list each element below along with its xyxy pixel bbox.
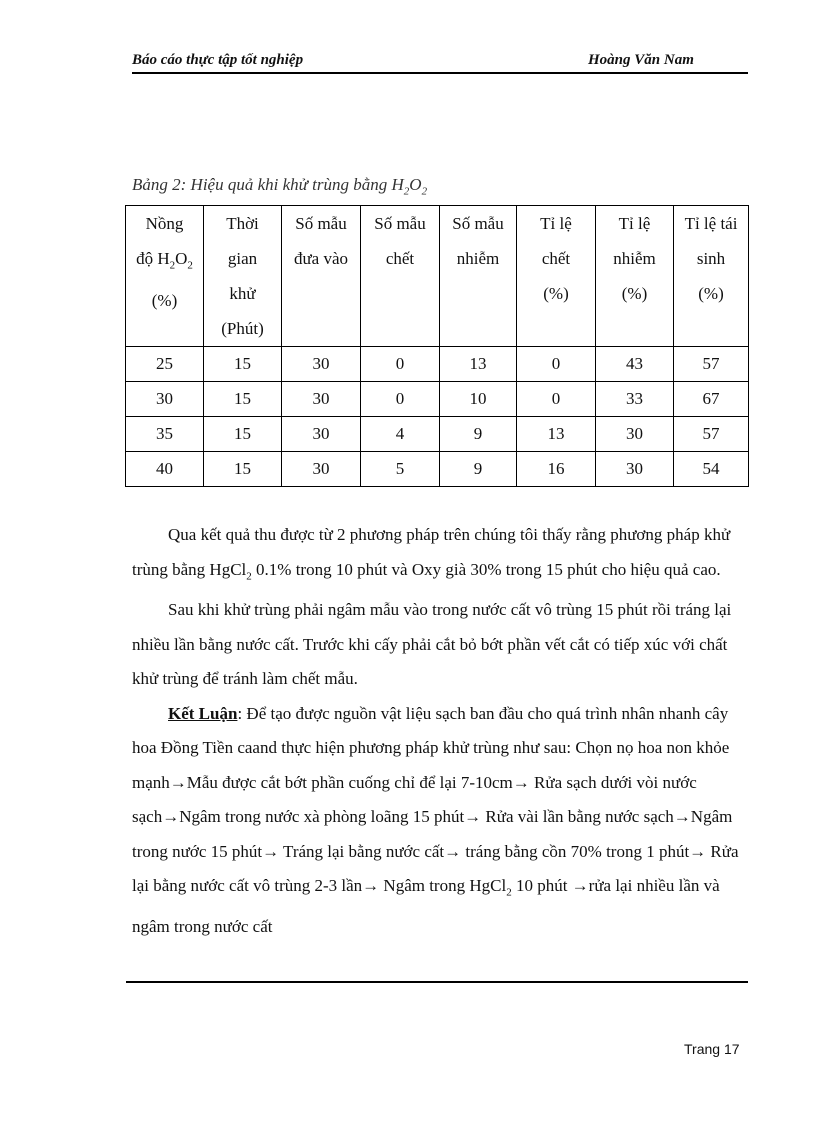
- table-cell: 0: [361, 382, 440, 417]
- page-number: Trang 17: [684, 1041, 740, 1057]
- paragraph-conclusion: Kết Luận: Để tạo được nguồn vật liệu sạch ban đầu cho quá trình nhân nhanh cây hoa Đồng Tiền caand thực hiện phương pháp khử trùng như sau: Chọn nọ hoa non khỏe mạnh→Mẫu được cắt bớt phần cuống chỉ để lại 7-10cm→ Rửa sạch dưới vòi nước sạch→Ngâm trong nước xà phòng loãng 15 phút→ Rửa vài lần bằng nước sạch→Ngâm trong nước 15 phút→ Tráng lại bằng nước cất→ tráng bằng cồn 70% trong 1 phút→ Rửa lại bằng nước cất vô trùng 2-3 lần→ Ngâm trong HgCl$_2$ 10 phút →rửa lại nhiều lần và ngâm trong nước cất: [132, 703, 739, 937]
- header-concentration: Nồng độ $H_2O_2$ (%): [126, 206, 204, 347]
- header-infection-rate: Tỉ lệ nhiễm (%): [596, 206, 674, 347]
- table-cell: 9: [440, 417, 517, 452]
- table-header-row: [126, 206, 749, 347]
- table-cell: 4: [361, 417, 440, 452]
- table-cell: 25: [126, 347, 204, 382]
- table-cell: 30: [596, 417, 674, 452]
- table-cell: 15: [204, 382, 282, 417]
- table-cell: 30: [596, 452, 674, 487]
- footer-divider: [126, 981, 748, 983]
- conclusion-heading: Kết Luận: [168, 703, 238, 723]
- table-cell: 15: [204, 452, 282, 487]
- table-cell: 30: [282, 382, 361, 417]
- header-samples-infected: Số mẫu nhiễm: [440, 206, 517, 347]
- table-cell: 30: [126, 382, 204, 417]
- table-cell: 40: [126, 452, 204, 487]
- author-name: Hoàng Văn Nam: [588, 52, 694, 68]
- table-cell: 0: [517, 382, 596, 417]
- paragraph-results: Qua kết quả thu được từ 2 phương pháp trên chúng tôi thấy rằng phương pháp khử trùng bằng HgCl$_2$ 0.1% trong 10 phút và Oxy già 30% trong 15 phút cho hiệu quả cao.: [132, 525, 731, 582]
- table-cell: 15: [204, 417, 282, 452]
- table-cell: 10: [440, 382, 517, 417]
- table-cell: 13: [440, 347, 517, 382]
- page-header: [132, 52, 748, 74]
- table-row: [126, 347, 749, 382]
- table-cell: 30: [282, 417, 361, 452]
- table-cell: 57: [674, 347, 749, 382]
- table-caption: Bảng 2: Hiệu quả khi khử trùng bằng $H_2O_2$: [132, 175, 428, 198]
- header-regeneration-rate: Tỉ lệ tái sinh (%): [674, 206, 749, 347]
- table-cell: 33: [596, 382, 674, 417]
- h2o2-sterilization-table: [125, 205, 749, 487]
- table-cell: 54: [674, 452, 749, 487]
- table-cell: 15: [204, 347, 282, 382]
- header-duration: Thời gian khử (Phút): [204, 206, 282, 347]
- table-cell: 5: [361, 452, 440, 487]
- table-cell: 9: [440, 452, 517, 487]
- table-cell: 13: [517, 417, 596, 452]
- table-cell: 57: [674, 417, 749, 452]
- body-text: [132, 518, 748, 945]
- report-title: Báo cáo thực tập tốt nghiệp: [132, 52, 304, 68]
- table-row: [126, 417, 749, 452]
- header-samples-dead: Số mẫu chết: [361, 206, 440, 347]
- table-cell: 0: [361, 347, 440, 382]
- paragraph-rinse: Sau khi khử trùng phải ngâm mẫu vào trong nước cất vô trùng 15 phút rồi tráng lại nhiều lần bằng nước cất. Trước khi cấy phải cắt bỏ bớt phần vết cắt có tiếp xúc với chất khử trùng để tránh làm chết mẫu.: [132, 600, 732, 689]
- table-cell: 35: [126, 417, 204, 452]
- table-cell: 0: [517, 347, 596, 382]
- table-row: [126, 382, 749, 417]
- table-row: [126, 452, 749, 487]
- table-cell: 30: [282, 452, 361, 487]
- header-samples-in: Số mẫu đưa vào: [282, 206, 361, 347]
- table-cell: 43: [596, 347, 674, 382]
- table-cell: 67: [674, 382, 749, 417]
- table-cell: 30: [282, 347, 361, 382]
- header-death-rate: Tỉ lệ chết (%): [517, 206, 596, 347]
- table-cell: 16: [517, 452, 596, 487]
